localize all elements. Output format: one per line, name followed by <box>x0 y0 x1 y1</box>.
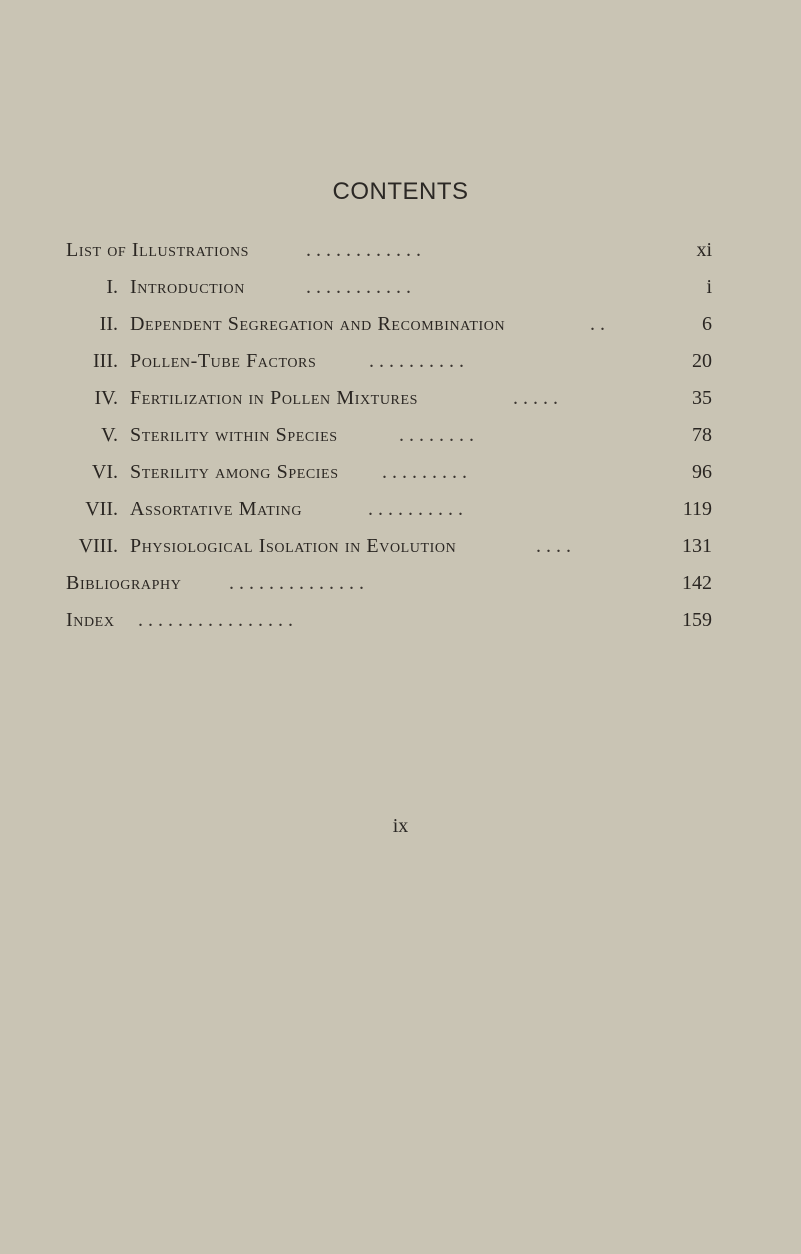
toc-entry-chapter-6[interactable] <box>66 460 712 497</box>
entry-title: Sterility within Species <box>130 424 338 446</box>
toc-entry-index[interactable] <box>66 608 712 645</box>
toc-entry-chapter-2[interactable] <box>66 312 712 349</box>
entry-title: Physiological Isolation in Evolution <box>130 535 457 557</box>
leader-dots: . . . . . . . . . . . . . . <box>229 572 364 594</box>
chapter-number: VIII. <box>78 535 118 557</box>
entry-title: Bibliography <box>66 572 182 594</box>
entry-page: 142 <box>682 572 712 594</box>
entry-title: Introduction <box>130 276 245 298</box>
toc-entry-list-of-illustrations[interactable] <box>66 238 712 275</box>
entry-page: 131 <box>682 535 712 557</box>
entry-page: i <box>706 276 712 298</box>
leader-dots: . . . . . <box>513 387 558 409</box>
chapter-number: VI. <box>91 461 118 483</box>
table-of-contents <box>66 238 712 645</box>
chapter-number: II. <box>99 313 118 335</box>
entry-title: Fertilization in Pollen Mixtures <box>130 387 419 409</box>
chapter-number: III. <box>93 350 118 372</box>
entry-title: Dependent Segregation and Recombination <box>130 313 506 335</box>
leader-dots: . . . . . . . . . . . . <box>306 239 421 261</box>
entry-title: Assortative Mating <box>130 498 303 520</box>
leader-dots: . . . . . . . . <box>399 424 474 446</box>
entry-title: Pollen-Tube Factors <box>130 350 317 372</box>
leader-dots: . . . . <box>536 535 571 557</box>
contents-heading: CONTENTS <box>332 178 469 205</box>
toc-entry-chapter-7[interactable] <box>66 497 712 534</box>
entry-title: Index <box>66 609 115 631</box>
leader-dots: . . . . . . . . . . . . . . . . <box>138 609 293 631</box>
entry-page: 96 <box>692 461 712 483</box>
entry-page: 6 <box>702 313 712 335</box>
chapter-number: I. <box>106 276 118 298</box>
leader-dots: . . <box>590 313 605 335</box>
page-folio: ix <box>392 815 409 837</box>
entry-page: 35 <box>692 387 712 409</box>
chapter-number: V. <box>101 424 118 446</box>
toc-entry-chapter-1[interactable] <box>66 275 712 312</box>
entry-title: Sterility among Species <box>130 461 339 483</box>
chapter-number: IV. <box>94 387 118 409</box>
toc-entry-chapter-3[interactable] <box>66 349 712 386</box>
toc-entry-chapter-8[interactable] <box>66 534 712 571</box>
toc-entry-chapter-4[interactable] <box>66 386 712 423</box>
leader-dots: . . . . . . . . . . . <box>306 276 411 298</box>
entry-page: 119 <box>682 498 712 520</box>
leader-dots: . . . . . . . . . . <box>368 498 463 520</box>
toc-entry-chapter-5[interactable] <box>66 423 712 460</box>
toc-entry-bibliography[interactable] <box>66 571 712 608</box>
entry-page: xi <box>696 239 712 261</box>
chapter-number: VII. <box>85 498 118 520</box>
entry-page: 159 <box>682 609 712 631</box>
entry-title: List of Illustrations <box>66 239 250 261</box>
leader-dots: . . . . . . . . . . <box>369 350 464 372</box>
entry-page: 20 <box>692 350 712 372</box>
entry-page: 78 <box>692 424 712 446</box>
leader-dots: . . . . . . . . . <box>382 461 467 483</box>
